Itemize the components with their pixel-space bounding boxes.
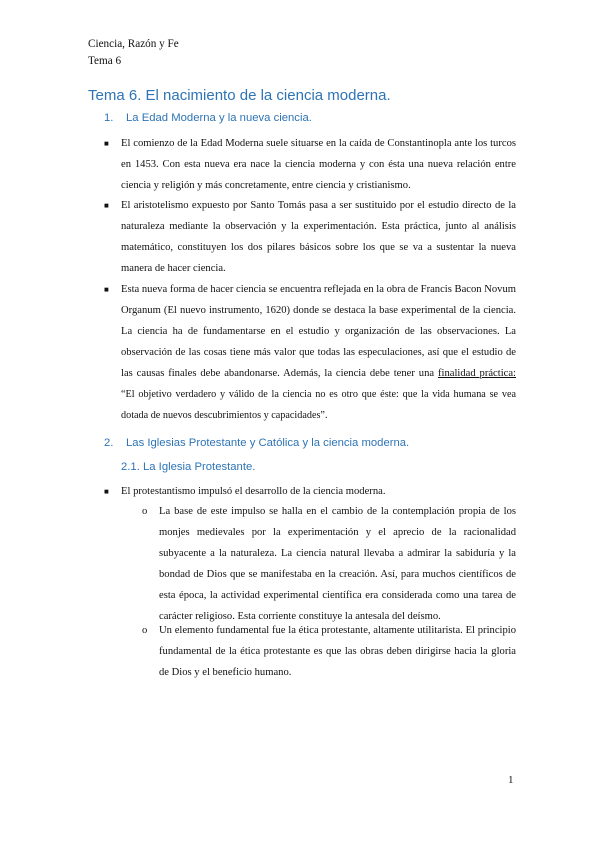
section-2-number: 2. [104,437,114,449]
section-1-bullet-1 [104,133,516,196]
bullet-text: El aristotelismo expuesto por Santo Tomás pasa a ser sustituido por el estudio directo de la naturaleza mediante la observación y la experimentación. Esta práctica, junto al análisis matemático, constituyen los dos pilares básicos sobre los que se va a sustentar la nueva manera de hacer ciencia. [121,200,516,274]
bullet-text [121,279,516,426]
section-1-number: 1. [104,112,114,124]
section-1-bullet-3 [104,279,516,426]
sub-item-1 [142,501,516,627]
header-course: Ciencia, Razón y Fe [88,38,179,50]
sub-item-text: Un elemento fundamental fue la ética protestante, altamente utilitarista. El principio fundamental de la ética protestante es que las obras deben dirigirse hacia la gloria de Dios y el beneficio humano. [159,625,516,678]
section-2-title: Las Iglesias Protestante y Católica y la ciencia moderna. [126,437,410,449]
sub-item-2 [142,620,516,683]
sub-item-text: La base de este impulso se halla en el cambio de la contemplación propia de los monjes medievales por la experimentación y el aprecio de la racionalidad subyacente a la naturaleza. La ciencia natural llevaba a admirar la sabiduría y la bondad de Dios que se manifestaba en la creación. Así, para muchos científicos de esta época, la actividad experimental científica era considerada como una tarea de carácter religioso. Esta corriente constituye la antesala del deísmo. [159,506,516,622]
section-1-title: La Edad Moderna y la nueva ciencia. [126,112,312,124]
section-2-heading [104,437,409,449]
square-bullet-icon: ■ [104,139,109,148]
section-1-bullet-2 [104,195,516,279]
circle-bullet-icon: o [142,506,148,517]
circle-bullet-icon: o [142,625,148,636]
page-header [88,36,179,70]
square-bullet-icon: ■ [104,487,109,496]
section-1-heading [104,112,312,124]
header-topic: Tema 6 [88,55,122,67]
bacon-quote: “El objetivo verdadero y válido de la ciencia no es otro que éste: que la vida humana se vea dotada de nuevos descubrimientos y capacidades”. [121,389,516,421]
section-2-bullet [104,481,516,502]
bullet-text: El protestantismo impulsó el desarrollo de la ciencia moderna. [121,486,386,497]
square-bullet-icon: ■ [104,201,109,210]
square-bullet-icon: ■ [104,285,109,294]
bacon-paragraph: Esta nueva forma de hacer ciencia se encuentra reflejada en la obra de Francis Bacon Novum Organum (El nuevo instrumento, 1620) donde se destaca la base experimental de la ciencia. La ciencia ha de fundamentarse en el estudio y organización de las observaciones. La observación de las cosas tiene más valor que todas las especulaciones, así que el estudio de las causas finales debe abandonarse. Además, la ciencia debe tener una [121,284,517,379]
document-title: Tema 6. El nacimiento de la ciencia moderna. [88,87,391,104]
subsection-2-1-heading: 2.1. La Iglesia Protestante. [121,461,256,473]
page-number: 1 [508,774,514,786]
bullet-text: El comienzo de la Edad Moderna suele situarse en la caída de Constantinopla ante los turcos en 1453. Con esta nueva era nace la ciencia moderna y con ésta una nueva relación entre ciencia y religión y más concretamente, entre ciencia y cristianismo. [121,138,516,191]
underlined-phrase: finalidad práctica: [437,368,516,379]
